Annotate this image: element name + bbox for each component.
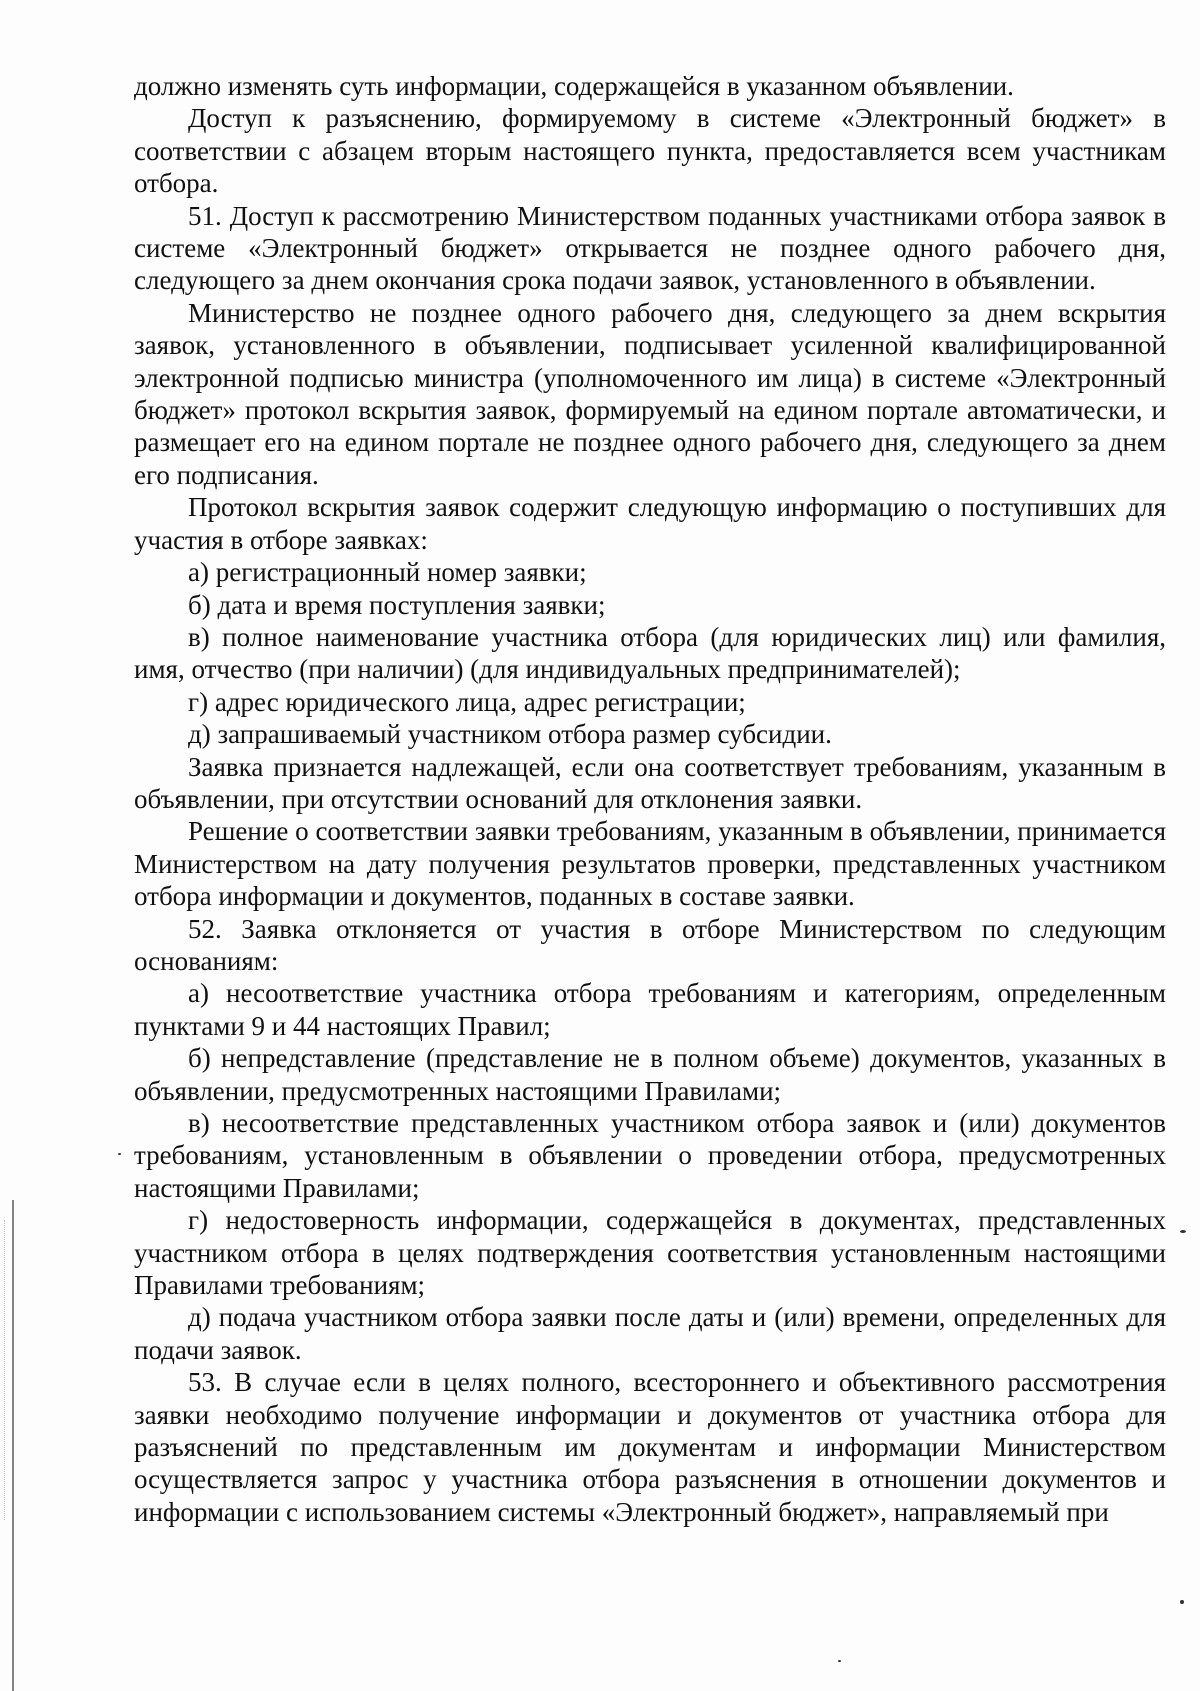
rejection-item-v: в) несоответствие представленных участником отбора заявок и (или) документов требованиям, установленным в объявлении о проведении отбора, предусмотренных настоящими Правилами; — [134, 1108, 1166, 1203]
paragraph-clarification-access: Доступ к разъяснению, формируемому в системе «Электронный бюджет» в соответствии с абзацем вторым настоящего пункта, предоставляется всем участникам отбора. — [134, 103, 1166, 199]
paragraph-compliance-decision: Решение о соответствии заявки требованиям, указанным в объявлении, принимается Министерством на дату получения результатов проверки, представленных участником отбора информации и документов, поданных в составе заявки. — [134, 816, 1166, 912]
paragraph-clause-53: 53. В случае если в целях полного, всестороннего и объективного рассмотрения заявки необходимо получение информации и документов от участника отбора для разъяснений по представленным им документам и информации Министерством осуществляется запрос у участника отбора разъяснения в отношении документов и информации с использованием системы «Электронный бюджет», направляемый при — [134, 1367, 1166, 1527]
list-item-d: д) запрашиваемый участником отбора размер субсидии. — [188, 719, 832, 750]
scan-speck — [1180, 1230, 1186, 1233]
paragraph-clause-52: 52. Заявка отклоняется от участия в отборе Министерством по следующим основаниям: — [134, 913, 1166, 976]
rejection-item-d: д) подача участником отбора заявки после даты и (или) времени, определенных для подачи заявок. — [134, 1302, 1166, 1365]
scan-speck — [838, 1660, 841, 1662]
paragraph-continuation: должно изменять суть информации, содержащейся в указанном объявлении. — [134, 71, 1014, 101]
list-item-a: а) регистрационный номер заявки; — [188, 557, 587, 588]
list-item-g: г) адрес юридического лица, адрес регистрации; — [188, 686, 746, 717]
document-body — [134, 70, 1166, 1528]
rejection-item-a: а) несоответствие участника отбора требованиям и категориям, определенным пунктами 9 и 44 настоящих Правил; — [134, 978, 1166, 1041]
list-item-v: в) полное наименование участника отбора (для юридических лиц) или фамилия, имя, отчество (при наличии) (для индивидуальных предпринимателей); — [134, 621, 1166, 685]
paragraph-protocol-signing: Министерство не позднее одного рабочего дня, следующего за днем вскрытия заявок, установленного в объявлении, подписывает усиленной квалифицированной электронной подписью министра (уполномоченного им лица) в системе «Электронный бюджет» протокол вскрытия заявок, формируемый на едином портале автоматически, и размещает его на едином портале не позднее одного рабочего дня, следующего за днем его подписания. — [134, 297, 1166, 490]
scan-binding-edge — [12, 1200, 14, 1691]
scan-speck — [118, 1153, 121, 1155]
rejection-item-g: г) недостоверность информации, содержащейся в документах, представленных участником отбора в целях подтверждения соответствия установленным настоящими Правилами требованиям; — [134, 1205, 1166, 1301]
rejection-item-b: б) непредставление (представление не в полном объеме) документов, указанных в объявлении, предусмотренных настоящими Правилами; — [134, 1043, 1166, 1106]
scan-speck — [1180, 1600, 1184, 1604]
paragraph-protocol-contents: Протокол вскрытия заявок содержит следующую информацию о поступивших для участия в отборе заявках: — [134, 492, 1166, 555]
paragraph-clause-51: 51. Доступ к рассмотрению Министерством поданных участниками отбора заявок в системе «Электронный бюджет» открывается не позднее одного рабочего дня, следующего за днем окончания срока подачи заявок, установленного в объявлении. — [134, 200, 1166, 296]
list-item-b: б) дата и время поступления заявки; — [188, 589, 606, 620]
scan-margin-dots — [4, 1220, 6, 1520]
paragraph-application-proper: Заявка признается надлежащей, если она соответствует требованиям, указанным в объявлении, при отсутствии оснований для отклонения заявки. — [134, 751, 1166, 814]
